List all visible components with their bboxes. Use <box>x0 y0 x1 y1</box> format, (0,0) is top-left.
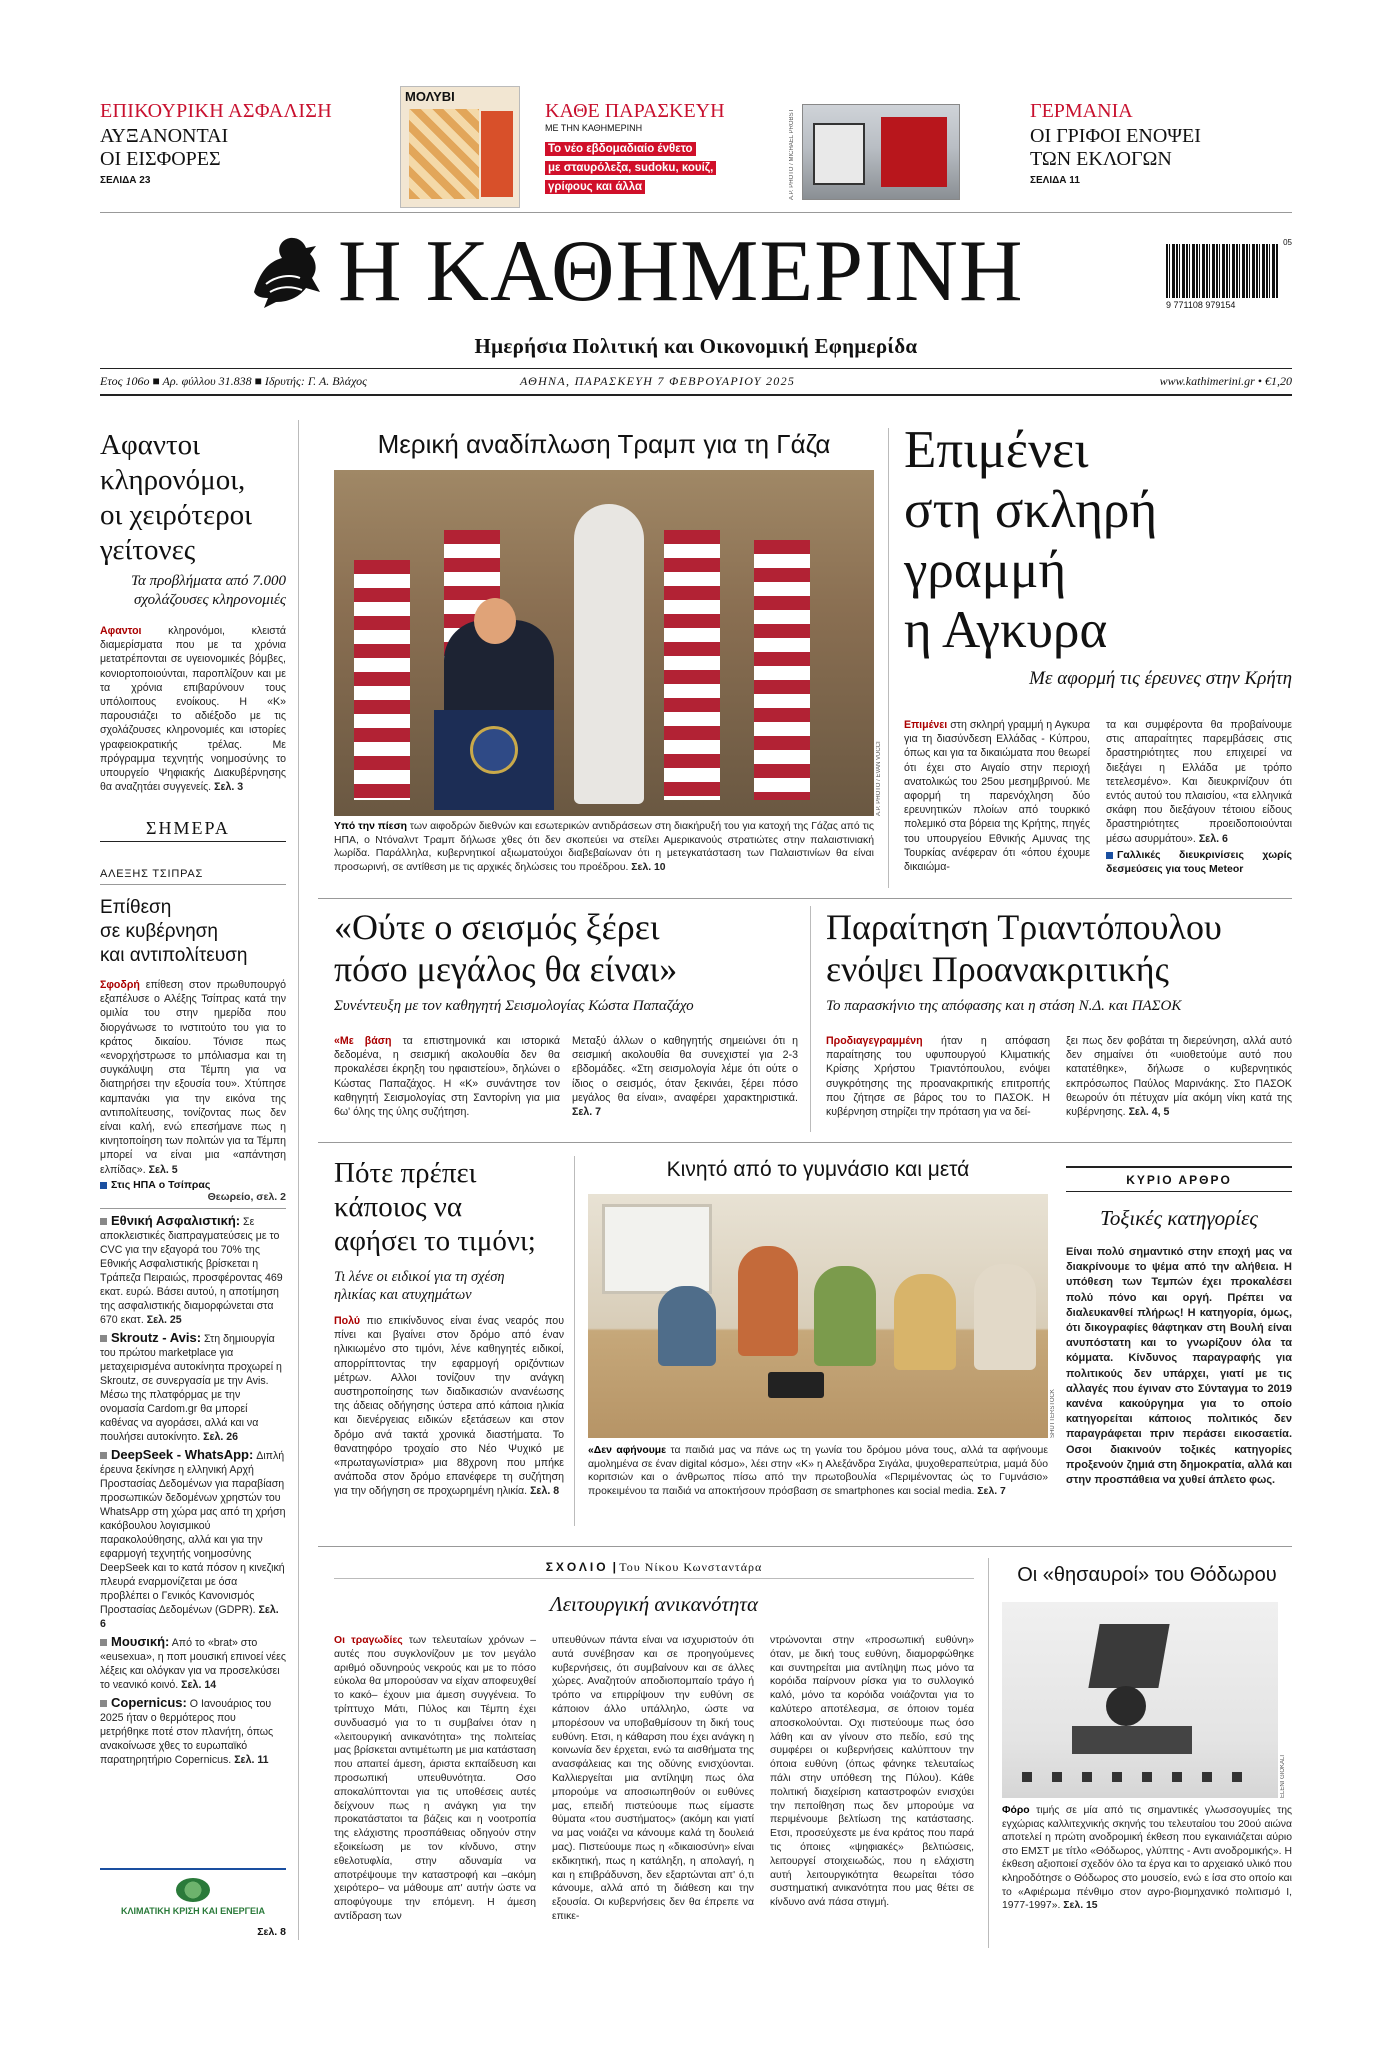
heirs-headline-line-4: γείτονες <box>100 534 196 566</box>
story-driving[interactable] <box>334 1156 564 1499</box>
resign-col2-text: ξει πως δεν φοβάται τη διερεύνηση, αλλά αυτό δεν σημαίνει ότι «υιοθετούμε αυτό που κατατέθηκε», δήλωσε ο κυβερνητικός εκπρόσωπος Παύλος Μαρινάκης. Στο ΠΑΣΟΚ θεωρούν ότι πέτυχαν μία ακόμη νίκη κατά της κυβέρνησης. <box>1066 1035 1292 1119</box>
germany-photo-credit: A.P. PHOTO / MICHAEL PROBST <box>789 108 795 200</box>
tsipras-author: ΑΛΕΞΗΣ ΤΣΙΠΡΑΣ <box>100 868 204 880</box>
brief-lead: Skroutz - Avis: <box>100 1330 201 1345</box>
driving-deck <box>334 1268 564 1304</box>
treasures-caption <box>1002 1804 1292 1913</box>
brief-item[interactable] <box>100 1331 286 1444</box>
driving-school-divider <box>574 1156 575 1526</box>
editorial-box[interactable] <box>1066 1166 1292 1538</box>
promo-line-3: γρίφους και άλλα <box>545 180 645 194</box>
quake-col2-text: Μεταξύ άλλων ο καθηγητής σημειώνει ότι η σεισμική ακολουθία θα συνεχιστεί για 2-3 εβδομάδες. «Στη σεισμολογία λέμε ότι ούτε ο ίδιος ο σεισμός, όταν ξεκινάει, ξέρει πόσο μεγάλος θα είναι», αναφέρει χαρακτηριστικά. <box>572 1035 798 1104</box>
climate-leaf-icon <box>176 1878 210 1902</box>
teaser-germany-line1: ΟΙ ΓΡΙΦΟΙ ΕΝΟΨΕΙ <box>1030 125 1201 147</box>
column-treasures-divider <box>988 1558 989 1948</box>
driving-ref: Σελ. 8 <box>530 1485 560 1498</box>
teaser-germany-title: ΓΕΡΜΑΝΙΑ <box>1030 100 1133 122</box>
climate-label: ΚΛΙΜΑΤΙΚΗ ΚΡΙΣΗ ΚΑΙ ΕΝΕΡΓΕΙΑ <box>120 1906 266 1916</box>
trump-kicker: Υπό την πίεση <box>334 821 408 832</box>
column-author: Του Νίκου Κωνσταντάρα <box>619 1560 763 1574</box>
column-col2-text: υπευθύνων πάντα είναι να ισχυριστούν ότι αυτά συνέβησαν και σε προηγούμενες κυβερνήσεις, ότι συμβαίνουν και σε άλλες χώρες. Αναζητούν αποδιοπομπαίο τράγο ή τρόπο να επιρρίψουν την ευθύνη σε κάποιον άλλο υπάλληλο, ώστε να μπορέσουν να υποβαθμίσουν τη δική τους ευθύνη. Ετσι, η κάθαρση που έχει ανάγκη η κοινωνία δεν έρχεται, ενώ τα αισθήματα της ανασφάλειας και της οδύνης ενισχύονται. Καλλιεργείται μια αντίληψη πως όλα μπορούμε να αποσιωπηθούν οι ευθύνες μας, επειδή πιστεύουμε πως είμαστε θύματα «του συστήματος» (ακόμη και γιατί να μας νοιάζει να κάνουμε καλά τη δουλειά μας). Πιστεύουμε πως η «δικαιοσύνη» είναι εκδικητική, πως η κατάληξη, η απολαγή, η και η επιβράδυνση, δεν εξαρτώνται απ' ό,τι κάνουμε, αλλά από τη διάθεση και την εξουσία. Οι κυβερνήσεις δεν θα έπρεπε να επικε- <box>552 1635 754 1922</box>
editorial-title: Τοξικές κατηγορίες <box>1100 1206 1258 1230</box>
brief-text: Ο Ιανουάριος του 2025 ήταν ο θερμότερος που μετρήθηκε ποτέ στον πλανήτη, όπως ανακοίνωσε χθες το ευρωπαϊκό παρατηρητήριο Copernicus. <box>100 1698 274 1766</box>
ankara-headline <box>904 420 1292 660</box>
driving-kicker: Πολύ <box>334 1315 361 1327</box>
masthead-info-center: ΑΘΗΝΑ, ΠΑΡΑΣΚΕΥΗ 7 ΦΕΒΡΟΥΑΡΙΟΥ 2025 <box>520 374 796 388</box>
brief-text: Στη δημιουργία του πρώτου marketplace για μεταχειρισμένα αυτοκίνητα προχωρεί η Skroutz, σε συνεργασία με την Avis. Μέσω της πλατφόρμας με την ονομασία Cardom.gr θα μπορεί καθένας να αγοράσει, αλλά και να πουλήσει αυτοκίνητο. <box>100 1333 282 1443</box>
ankara-headline-line-1: Επιμένει <box>904 421 1089 479</box>
treasures-ref: Σελ. 15 <box>1063 1900 1098 1912</box>
driving-headline <box>334 1156 564 1258</box>
treasures-caption-text: τιμής σε μία από τις σημαντικές γλωσσογυμίες της εγχώριας καλλιτεχνικής σκηνής του τελευταίου του 20ού αιώνα αποτελεί η πρώτη ανοδρομική έκθεση που εγκαινιάζεται αύριο στο ΕΜΣΤ με τίτλο «Θόδωρος, γλύπτης - Αντι ανοδρομικής». Η έκθεση αξιοποιεί σχεδόν όλο τα έργα και το αρχειακό υλικό που κληροδότησε ο Θόδωρος στο μουσείο, ενώ ε ίσα στο οποίο και το «Αφιέρωμα πένθιμο στον αγρο-βιομηχανικό πολιτισμό I, 1977-1997». <box>1002 1805 1292 1912</box>
brief-text: Διπλή έρευνα ξεκίνησε η ελληνική Αρχή Προστασίας Δεδομένων για παραβίαση προσωπικών δεδομένων χρηστών του WhatsApp στη χώρα μας από τη χρήση κακόβουλου λογισμικού παρακολούθησης, αλλά και για την εφαρμογή τεχνητής νοημοσύνης DeepSeek και το κατά πόσον η κινεζική πλευρά εναρμονίζεται με όσα προβλέπει ο Γενικός Κανονισμός Προστασίας Δεδομένων (GDPR). <box>100 1450 286 1616</box>
ankara-col1-text: στη σκληρή γραμμή η Αγκυρα για τη διασύνδεση Ελλάδας - Κύπρου, όπως και για τα δικαιώματα που θεωρεί ότι έχει στο Αιγαίο στην περιοχή ανατολικώς του 25ου μεσημβρινού. Με αφορμή τη παρενόχληση δύο ερευνητικών πλοίων από τουρκικό πολεμικό στα βόρεια της Κρήτης, πηγές του υπουργείου Εθνικής Αμυνας της Τουρκίας ανέφεραν ότι «όπου έχουμε δικαιώμα- <box>904 719 1090 874</box>
germany-poster-right <box>881 117 947 187</box>
quake-col-2 <box>572 1034 798 1119</box>
school-photo[interactable] <box>588 1194 1048 1438</box>
quake-kicker: «Με βάση <box>334 1035 392 1047</box>
presidential-seal-icon <box>470 726 518 774</box>
promo-line-2: με σταυρόλεξα, sudoku, κουίζ, <box>545 161 716 175</box>
story-ankara[interactable] <box>904 420 1292 690</box>
ankara-headline-line-2: στη σκληρή <box>904 481 1158 539</box>
teaser-friday-title: ΚΑΘΕ ΠΑΡΑΣΚΕΥΗ <box>545 100 725 122</box>
school-photo-child-2 <box>738 1246 798 1356</box>
column-kicker: Οι τραγωδίες <box>334 1635 403 1646</box>
treasures-headline[interactable]: Οι «θησαυροί» του Θόδωρου <box>1017 1564 1277 1586</box>
driving-text: πιο επικίνδυνος είναι ένας νεαρός που πίνει και βγαίνει στον δρόμο από έναν ηλικιωμένο στο τιμόνι, λένε καθηγητές ειδικοί, απορρίπτοντας την εφαρμογή οριζόντιων μέτρων. Αλλοι τονίζουν την ανάγκη αυστηροποίησης των διαδικασιών ανανέωσης της άδειας οδήγησης ύστερα από κάποια ηλικία και διενέργειας ειδικών εξετάσεων και στον δρόμο ανά τακτά χρονικά διαστήματα. Το θανατηφόρο τροχαίο στο Νέο Ψυχικό με «πρωταγωνίστρια» μια 88χρονη που μπήκε ανάποδα στον δρόμο επανέφερε τη συζήτηση για την οδήγηση σε προχωρημένη ηλικία. <box>334 1315 564 1498</box>
ankara-seealso[interactable]: Γαλλικές διευκρινίσεις χωρίς δεσμεύσεις για τους Meteor <box>1106 848 1292 875</box>
resign-col1-text: ήταν η απόφαση παραίτησης του υφυπουργού Κλιματικής Κρίσης Χρήστου Τριαντόπουλου, ενόψει συγκρότησης της προανακριτικής επιτροπής που ζήτησε σε βάρος του το ΠΑΣΟΚ. Η κυβέρνηση στηρίζει την πρόταση για να δεί- <box>826 1035 1050 1119</box>
trump-caption-text: των αιφοδρών διεθνών και εσωτερικών αντιδράσεων στη διακήρυξή του για κατοχή της Γάζας από τις ΗΠΑ, ο Ντόναλντ Τραμπ δήλωσε χθες ότι δεν σκοπεύει να στείλει Αμερικανούς στρατιώτες στην παλαιστινιακή λωρίδα. Παράλληλα, κυβερνητικοί αξιωματούχοι διαβεβαίωναν ότι η μετεγκατάσταση των Παλαιστινίων θα είναι προσωρινή, σε αντίθεση με τις αρχικές δηλώσεις του προέδρου. <box>334 821 875 873</box>
teaser-friday[interactable] <box>545 100 745 204</box>
quake-resign-divider <box>810 906 811 1132</box>
heirs-deck <box>100 572 286 610</box>
brief-item[interactable] <box>100 1635 286 1692</box>
germany-photo[interactable] <box>802 104 960 200</box>
left-brief-list <box>100 1214 286 1771</box>
teaser-pension-line2: ΟΙ ΕΙΣΦΟΡΕΣ <box>100 148 221 170</box>
column-col3-text: ντρώνονται στην «προσωπική ευθύνη» όταν, με δική τους ευθύνη, διαμορφώθηκε και συντηρείται μια αντίληψη πως μόνο τα κορόιδα παίρνουν ρίσκα για το συλλογικό καλό, μόνο τα κορόιδα νοιάζονται για το καλύτερο αποτέλεσμα, σε όποιον τομέα αποσκολούνται. Οχι πιστεύουμε πως όσο λάθη και αν γίνουν στο πεδίο, εσύ της συμφέρει οι κυβερνήσεις καλύπτουν την όποια ευθύνη (όπως φάνηκε τελευταίως πάλι στην υπόθεση της Πύλου). Κάθε πολιτική διαχείριση καταστροφών ενισχύει την πεποίθηση πως δεν μπορούμε να περιμένουμε βελτίωση της κατάστασης. Ετσι, προσεύχεστε με ένα κράτος που παρά τις όποιες «ψηφιακές» βελτιώσεις, λειτουργεί στοιχειωδώς, που η ελάχιστη αυτή λειτουργικότητα θεωρείται τόσο συστηματική ανικανότητα που μας θέτει σε κίνδυνο ανά πάσα στιγμή. <box>770 1635 974 1909</box>
resign-col-2 <box>1066 1034 1292 1119</box>
column-header <box>334 1558 974 1576</box>
treasures-kicker: Φόρο <box>1002 1805 1030 1816</box>
teaser-pension-page: ΣΕΛΙΔΑ 23 <box>100 175 151 186</box>
magazine-puzzle-art <box>409 109 479 199</box>
school-photo-window <box>602 1204 712 1294</box>
tsipras-author-rule <box>100 884 286 885</box>
magazine-pencil-art <box>481 111 513 197</box>
school-photo-credit: SHUTTERSTOCK <box>1050 1389 1056 1438</box>
resign-headline-line-2: ενόψει Προανακριτικής <box>826 949 1169 989</box>
tsipras-headline-line-3: και αντιπολίτευση <box>100 945 248 966</box>
resign-deck: Το παρασκήνιο της απόφασης και η στάση Ν.Δ. και ΠΑΣΟΚ <box>826 998 1182 1014</box>
school-caption <box>588 1444 1048 1498</box>
masthead-rule-bottom <box>100 394 1292 396</box>
driving-headline-line-1: Πότε πρέπει <box>334 1157 477 1189</box>
griffin-logo-icon <box>246 232 324 312</box>
heirs-deck-line-1: Τα προβλήματα από 7.000 <box>130 573 286 589</box>
resign-headline-line-1: Παραίτηση Τριαντόπουλου <box>826 907 1222 947</box>
ankara-headline-line-4: η Αγκυρα <box>904 601 1108 659</box>
quake-headline <box>334 906 814 990</box>
trump-photo[interactable] <box>334 470 874 816</box>
top-divider <box>100 212 1292 213</box>
ankara-col-2 <box>1106 718 1292 876</box>
ankara-deck: Με αφορμή τις έρευνες στην Κρήτη <box>1029 668 1292 689</box>
left-column-divider <box>298 420 299 1940</box>
brief-lead: Μουσική: <box>100 1634 169 1649</box>
tsipras-headline-line-2: σε κυβέρνηση <box>100 921 218 942</box>
treasures-photo[interactable] <box>1002 1602 1278 1798</box>
teaser-germany-line2: ΤΩΝ ΕΚΛΟΓΩΝ <box>1030 148 1172 170</box>
school-photo-tablet <box>768 1372 824 1398</box>
trump-photo-flag-4 <box>754 540 810 800</box>
treasures-floor-objects <box>1022 1772 1258 1782</box>
brief-ref: Σελ. 25 <box>146 1314 182 1326</box>
trump-photo-flag-3 <box>664 530 720 800</box>
teaser-pension[interactable] <box>100 100 350 200</box>
trump-headline[interactable]: Μερική αναδίπλωση Τραμπ για τη Γάζα <box>377 429 831 459</box>
tsipras-headline <box>100 896 286 968</box>
tsipras-kicker: Σφοδρή <box>100 979 140 991</box>
masthead-subtitle: Ημερήσια Πολιτική και Οικονομική Εφημερίδα <box>474 334 918 358</box>
school-headline[interactable]: Κινητό από το γυμνάσιο και μετά <box>666 1158 970 1181</box>
tsipras-seealso-ref: Θεωρείο, σελ. 2 <box>207 1190 286 1203</box>
column-separator: | <box>612 1560 620 1574</box>
trump-photo-credit: A.P. PHOTO / EVAN VUCCI <box>876 741 882 816</box>
molyvi-magazine-name: ΜΟΛΥΒΙ <box>405 89 455 104</box>
quake-headline-line-2: πόσο μεγάλος θα είναι» <box>334 949 678 989</box>
school-kicker: «Δεν αφήνουμε <box>588 1445 667 1456</box>
teaser-pension-line1: ΑΥΞΑΝΟΝΤΑΙ <box>100 125 229 147</box>
story-resign[interactable] <box>826 906 1292 1015</box>
brief-ref: Σελ. 14 <box>181 1679 217 1691</box>
driving-deck-line-1: Τι λένε οι ειδικοί για τη σχέση <box>334 1269 505 1285</box>
barcode-bars <box>1166 244 1278 298</box>
masthead-info-right: www.kathimerini.gr • €1,20 <box>1159 374 1292 388</box>
trump-photo-flag-1 <box>354 560 410 800</box>
brief-lead: DeepSeek - WhatsApp: <box>100 1447 253 1462</box>
molyvi-magazine-cover[interactable] <box>400 86 520 208</box>
school-photo-child-3 <box>814 1266 876 1366</box>
driving-body <box>334 1314 564 1499</box>
tsipras-headline-line-1: Επίθεση <box>100 897 172 918</box>
treasures-sculpture-top <box>1088 1624 1169 1688</box>
column-col1-text: των τελευταίων χρόνων – αυτές που συγκλονίζουν με τον μεγάλο αριθμό οδυνηρούς νεκρούς και με το πόσο εύκολα θα μπορούσαν να είχαν αποφευχθεί το κακό– έχουν μια άμεση συγγένεια. Το τρίπτυχο Μάτι, Πύλος και Τέμπη έχει συνδυασμό για το τι συμβαίνει όταν η «λειτουργική ανικανότητα» της πολιτείας μας βρίσκεται αντιμέτωπη με μια κατάσταση που απαιτεί άμεση, άριστα εκπαίδευση και προσωπική υπευθυνότητα. Οσο αποκαλύπτονται για τις υποθέσεις αυτές δείχνουν πως η ανάγκη για την προκατάστατοι τα βάζεις και η νοοτροπία της ελάχιστης προσπάθειας οδηγούν στην εξοικείωση με τον κίνδυνο, στην εθελοτυφλία, στην αδυναμία να αποτρέψουμε την καταστροφή και –ακόμη χειρότερο– να μάθουμε απ' αυτήν ώστε να αποφύγουμε την επόμενη. Η άμεση αντίδραση των <box>334 1635 536 1922</box>
brief-ref: Σελ. 6 <box>100 1604 279 1630</box>
brief-item[interactable] <box>100 1696 286 1767</box>
quake-headline-line-1: «Ούτε ο σεισμός ξέρει <box>334 907 660 947</box>
today-label: ΣΗΜΕΡΑ <box>140 818 236 839</box>
heirs-text: κληρονόμοι, κλειστά διαμερίσματα που με τα χρόνια μετατρέπονται σε υγειονομικές βόμβες, κονιορτοποιούνται, παροπλίζουν και με τα χρόνια επιβαρύνουν τους υπόλοιπους ενοίκους. Η «Κ» παρουσιάζει το αδιέξοδο με τις σχολάζουσες κληρονομιές και ιστορίες γραφειοκρατικής τρέλας. Με πρόγραμμα τεχνητής νοημοσύνης το υπουργείο Ψηφιακής Διακυβέρνησης θα αναζητάει συγγενείς. <box>100 625 286 794</box>
school-photo-child-4 <box>894 1274 956 1370</box>
editorial-label-bar <box>1066 1166 1292 1192</box>
brief-ref: Σελ. 26 <box>203 1431 239 1443</box>
brief-text: Σε αποκλειστικές διαπραγματεύσεις με το CVC για την εξαγορά του 70% της Εθνικής Ασφαλιστικής βρίσκεται η Τράπεζα Πειραιώς, προσφέροντας 469 εκατ. ευρώ. Βάσει αυτού, η αποτίμηση της ασφαλιστικής διαμορφώνεται στα 670 εκατ. <box>100 1216 283 1326</box>
promo-line-1: Το νέο εβδομαδιαίο ένθετο <box>545 142 696 156</box>
left-items-rule <box>100 1208 286 1209</box>
editorial-body: Είναι πολύ σημαντικό στην εποχή μας να διακρίνουμε το ψέμα από την αλήθεια. Η υπόθεση των Τεμπών έχει προκαλέσει πολύ πόνο και οργή. Πρέπει να διαλευκανθεί πλήρως! Η κατηγορία, όμως, ότι δικογραφίες θάφτηκαν στη Βουλή είναι ανυπόστατη και το γνωρίζουν όλα τα κόμματα. Κίνδυνος παραγραφής για πολιτικούς δεν υπάρχει, γιατί με τις αλλαγές που έγιναν στο Σύνταγμα το 2019 κανένα κακούργημα για το οποίο κατηγορείται κάποιος πολιτικός δεν παραγράφεται πριν περάσει εικοσαετία. Οσοι διακινούν τοξικές κατηγορίες προξενούν ζημιά στη δημοκρατία, αλλά και στην προσπάθεια να χυθεί άπλετο φως. <box>1066 1246 1292 1487</box>
masthead-title: Η ΚΑΘΗΜΕΡΙΝΗ <box>338 223 1024 320</box>
ankara-headline-line-3: γραμμή <box>904 541 1067 599</box>
ankara-col-1 <box>904 718 1090 874</box>
teaser-friday-sub: ΜΕ ΤΗΝ ΚΑΘΗΜΕΡΙΝΗ <box>545 123 643 133</box>
column-col-2 <box>552 1634 754 1924</box>
treasures-sculpture-mid <box>1106 1686 1146 1726</box>
story-tsipras[interactable] <box>100 896 286 1203</box>
column-header-rule <box>334 1578 974 1579</box>
column-label: ΣΧΟΛΙΟ <box>545 1560 609 1574</box>
column-col-1 <box>334 1634 536 1924</box>
tsipras-ref: Σελ. 5 <box>148 1163 178 1176</box>
teaser-friday-promo <box>545 139 745 195</box>
trump-ref: Σελ. 10 <box>631 861 666 873</box>
brief-item[interactable] <box>100 1448 286 1631</box>
tsipras-body <box>100 978 286 1177</box>
heirs-headline-line-1: Αφαντοι <box>100 429 200 461</box>
school-photo-child-1 <box>658 1286 716 1366</box>
school-photo-child-5 <box>974 1264 1036 1370</box>
resign-headline <box>826 906 1292 990</box>
heirs-headline-line-2: κληρονόμοι, <box>100 464 246 496</box>
teaser-germany[interactable] <box>1030 100 1290 200</box>
heirs-headline-line-3: οι χειρότεροι <box>100 499 252 531</box>
barcode-number: 9 771108 979154 <box>1166 300 1236 310</box>
tsipras-seealso[interactable]: Στις ΗΠΑ ο Τσίπρας <box>100 1179 286 1191</box>
trump-ankara-divider <box>888 428 889 888</box>
resign-kicker: Προδιαγεγραμμένη <box>826 1035 923 1047</box>
story-quake[interactable] <box>334 906 814 1015</box>
quake-col-1 <box>334 1034 560 1119</box>
resign-ref: Σελ. 4, 5 <box>1128 1106 1170 1119</box>
row4-rule <box>318 1546 1292 1547</box>
heirs-headline <box>100 428 286 568</box>
climate-box[interactable] <box>100 1868 286 1940</box>
resign-col-1 <box>826 1034 1050 1119</box>
quake-ref: Σελ. 7 <box>572 1106 602 1119</box>
quake-deck: Συνέντευξη με τον καθηγητή Σεισμολογίας Κώστα Παπαζάχο <box>334 998 694 1014</box>
barcode <box>1166 238 1292 312</box>
teaser-germany-page: ΣΕΛΙΔΑ 11 <box>1030 175 1080 186</box>
brief-item[interactable] <box>100 1214 286 1327</box>
brief-lead: Εθνική Ασφαλιστική: <box>100 1213 240 1228</box>
germany-poster-left <box>813 123 865 185</box>
editorial-label: ΚΥΡΙΟ ΑΡΘΡΟ <box>1126 1173 1232 1187</box>
heirs-deck-line-2: σχολάζουσες κληρονομιές <box>134 592 286 608</box>
story-heirs[interactable] <box>100 428 286 794</box>
trump-caption <box>334 820 874 874</box>
tsipras-text: επίθεση στον πρωθυπουργό εξαπέλυσε ο Αλέξης Τσίπρας κατά την ομιλία του στην ημερίδα που διοργάνωσε το ινστιτούτο του για το κράτος δικαίου. Τόνισε πως «ενορχήστρωσε το μπόλιασμα και τη συγκάλυψη στα Τέμπη για να διατηρήσει την εξουσία του». Χτύπησε καμπανάκι για την εικόνα της αντιπολίτευσης, τονίζοντας πως δεν είναι καλή, ενώ επεσήμανε πως η κινητοποίηση των πολιτών για τα Τέμπη μπορεί να είναι μια «απάντηση ελπίδας». <box>100 979 286 1176</box>
school-caption-text: τα παιδιά μας να πάνε ως τη γωνία του δρόμου μόνα τους, αλλά τα αφήνουμε αμολημένα σε έναν digital κόσμο», λέει στην «Κ» η Αλεξάνδρα Σιγάλα, ψυχοθεραπεύτρια, μαμά δύο κοριτσιών και ο άνθρωπος πίσω από την πρωτοβουλία «Περιμένοντας ώς το Γυμνάσιο» προκειμένου τα παιδιά να αποκτήσουν πρόσβαση σε smartphones και social media. <box>588 1445 1048 1497</box>
masthead-rule-top <box>100 368 1292 369</box>
today-section-label <box>100 818 286 842</box>
school-ref: Σελ. 7 <box>977 1485 1006 1497</box>
column-title[interactable]: Λειτουργική ανικανότητα <box>550 1592 758 1616</box>
brief-ref: Σελ. 11 <box>234 1754 269 1766</box>
trump-photo-face <box>474 598 516 644</box>
trump-photo-statue <box>574 504 644 804</box>
climate-ref: Σελ. 8 <box>257 1926 286 1938</box>
ankara-ref: Σελ. 6 <box>1198 832 1228 845</box>
brief-lead: Copernicus: <box>100 1695 187 1710</box>
column-col-3 <box>770 1634 974 1910</box>
teaser-pension-title: ΕΠΙΚΟΥΡΙΚΗ ΑΣΦΑΛΙΣΗ <box>100 100 332 122</box>
driving-deck-line-2: ηλικίας και ατυχημάτων <box>334 1287 472 1303</box>
quake-col1-text: τα επιστημονικά και ιστορικά δεδομένα, η σεισμική ακολουθία δεν θα προκαλέσει έκρηξη του ηφαιστείου», δηλώνει ο Κώστας Παπαζάχος. Η «Κ» συνάντησε τον καθηγητή Σεισμολογίας στη Σαντορίνη για μια 6ω' όλης της ύλης συζήτηση. <box>334 1035 560 1119</box>
ankara-col2-text: τα και συμφέροντα θα προβαίνουμε στις απαραίτητες παρεμβάσεις στις δραστηριότητες που επιχειρεί να διεξάγει η Ελλάδα με τρόπο τετελεσμένο». Και διευκρινίζουν ότι εντός αυτού του πλαισίου, «τα ελληνικά σκάφη που διεξάγουν τέτοιου είδους δραστηριότητες προειδοποιούνται μέσω ασυρμάτου». <box>1106 719 1292 845</box>
barcode-top-number: 05 <box>1283 238 1292 247</box>
masthead-info-left: Ετος 106ο ■ Αρ. φύλλου 31.838 ■ Ιδρυτής: Γ. Α. Βλάχος <box>100 374 367 388</box>
driving-headline-line-3: αφήσει το τιμόνι; <box>334 1225 536 1257</box>
brief-text: Από το «brat» στο «eusexua», η ποπ μουσική επινοεί νέες λέξεις και ολόγκαν για να προσελκύσει το νεανικό κοινό. <box>100 1637 286 1691</box>
treasures-sculpture-base <box>1072 1726 1192 1754</box>
heirs-ref: Σελ. 3 <box>214 781 244 794</box>
row2-rule <box>318 898 1292 899</box>
heirs-body <box>100 624 286 794</box>
row3-rule <box>318 1142 1292 1143</box>
driving-headline-line-2: κάποιος να <box>334 1191 463 1223</box>
treasures-photo-credit: ELENI GIOKALI <box>1280 1754 1286 1798</box>
heirs-kicker: Αφαντοι <box>100 625 142 637</box>
ankara-kicker: Επιμένει <box>904 719 948 731</box>
